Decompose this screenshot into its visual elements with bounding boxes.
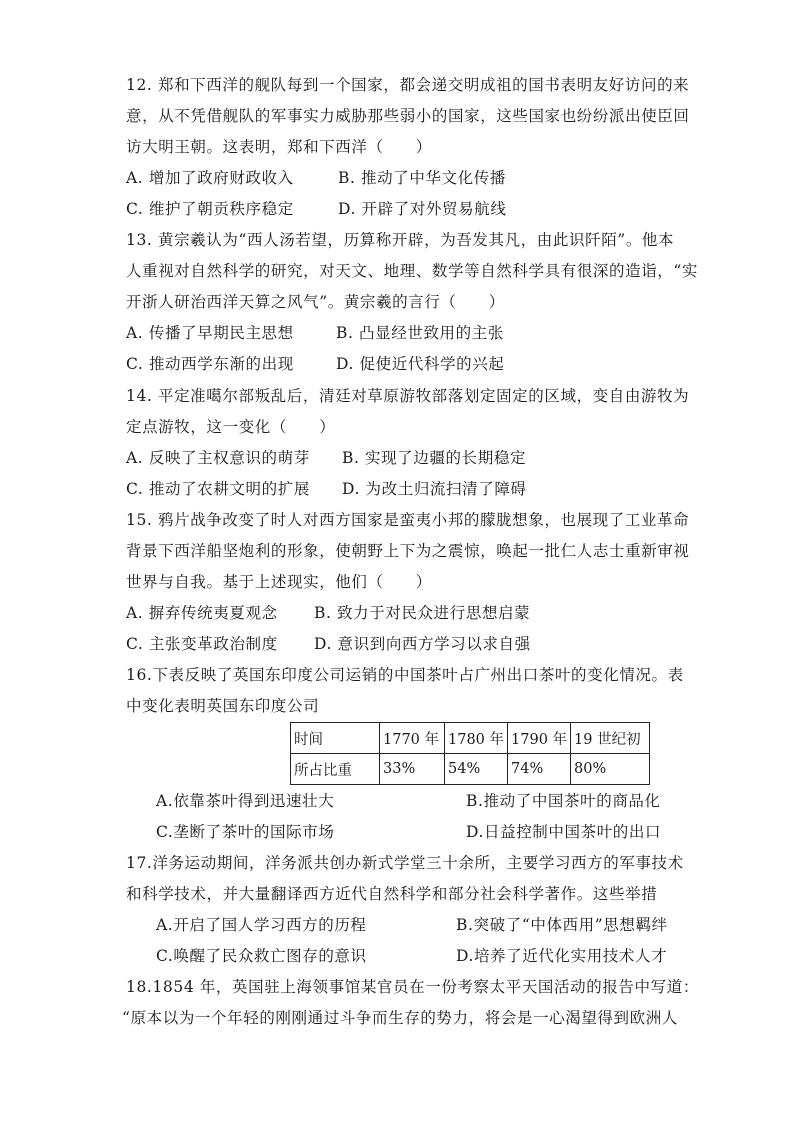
q17-option-c[interactable]: C.唤醒了民众救亡图存的意识 <box>156 947 367 965</box>
q12-stem-line-3: 访大明王朝。这表明，郑和下西洋（ ） <box>126 138 432 156</box>
table-cell: 1790 年 <box>508 723 571 754</box>
q17-stem-line-2: 和科学技术，并大量翻译西方近代自然科学和部分社会科学著作。这些举措 <box>126 885 658 903</box>
q15-option-d[interactable]: D. 意识到向西方学习以求自强 <box>314 635 531 653</box>
q15-stem-line-2: 背景下西洋船坚炮利的形象，使朝野上下为之震惊，唤起一批仁人志士重新审视 <box>126 542 690 560</box>
q14-option-b[interactable]: B. 实现了边疆的长期稳定 <box>342 449 527 467</box>
q13-option-b[interactable]: B. 凸显经世致用的主张 <box>336 324 504 342</box>
q16-option-b[interactable]: B.推动了中国茶叶的商品化 <box>466 792 661 810</box>
table-cell: 19 世纪初 <box>571 723 650 754</box>
q14-option-d[interactable]: D. 为改土归流扫清了障碍 <box>342 480 527 498</box>
q12-option-a[interactable]: A. 增加了政府财政收入 <box>126 169 294 187</box>
q12-stem-line-1: 12. 郑和下西洋的舰队每到一个国家，都会递交明成祖的国书表明友好访问的来 <box>126 76 690 94</box>
q12-option-c[interactable]: C. 维护了朝贡秩序稳定 <box>126 200 294 218</box>
table-cell: 时间 <box>291 723 380 754</box>
q13-option-d[interactable]: D. 促使近代科学的兴起 <box>336 355 505 373</box>
q12-option-d[interactable]: D. 开辟了对外贸易航线 <box>338 200 507 218</box>
q14-option-c[interactable]: C. 推动了农耕文明的扩展 <box>126 480 310 498</box>
q14-stem-line-2: 定点游牧，这一变化（ ） <box>126 418 336 436</box>
q14-option-a[interactable]: A. 反映了主权意识的萌芽 <box>126 449 310 467</box>
q16-stem-line-1: 16.下表反映了英国东印度公司运销的中国茶叶占广州出口茶叶的变化情况。表 <box>126 666 684 684</box>
q15-stem-line-1: 15. 鸦片战争改变了时人对西方国家是蛮夷小邦的朦胧想象，也展现了工业革命 <box>126 511 690 529</box>
table-cell: 1780 年 <box>445 723 508 754</box>
q17-option-b[interactable]: B.突破了“中体西用”思想羁绊 <box>456 916 668 934</box>
q15-option-c[interactable]: C. 主张变革政治制度 <box>126 635 278 653</box>
table-cell: 1770 年 <box>380 723 445 754</box>
q16-stem-line-2: 中变化表明英国东印度公司 <box>126 697 320 715</box>
q18-stem-line-1: 18.1854 年，英国驻上海领事馆某官员在一份考察太平天国活动的报告中写道： <box>126 978 699 996</box>
q13-stem-line-3: 开浙人研治西洋天算之风气”。黄宗羲的言行（ ） <box>126 293 505 311</box>
table-cell: 33% <box>380 754 445 785</box>
q17-option-a[interactable]: A.开启了国人学习西方的历程 <box>156 916 367 934</box>
table-cell: 所占比重 <box>291 754 380 785</box>
table-row <box>291 754 650 785</box>
q16-option-c[interactable]: C.垄断了茶叶的国际市场 <box>156 823 335 841</box>
q18-stem-line-2: “原本以为一个年轻的刚刚通过斗争而生存的势力，将会是一心渴望得到欧洲人 <box>122 1009 678 1027</box>
table-header-row <box>291 723 650 754</box>
q15-option-a[interactable]: A. 摒弃传统夷夏观念 <box>126 604 278 622</box>
q13-option-c[interactable]: C. 推动西学东渐的出现 <box>126 355 294 373</box>
q16-option-a[interactable]: A.依靠茶叶得到迅速壮大 <box>156 792 335 810</box>
q15-stem-line-3: 世界与自我。基于上述现实，他们（ ） <box>126 573 432 591</box>
q12-stem-line-2: 意，从不凭借舰队的军事实力威胁那些弱小的国家，这些国家也纷纷派出使臣回 <box>126 107 690 125</box>
q14-stem-line-1: 14. 平定准噶尔部叛乱后，清廷对草原游牧部落划定固定的区域，变自由游牧为 <box>126 387 690 405</box>
q12-option-b[interactable]: B. 推动了中华文化传播 <box>338 169 506 187</box>
q13-stem-line-2: 人重视对自然科学的研究，对天文、地理、数学等自然科学具有很深的造诣，“实 <box>126 262 699 280</box>
q17-option-d[interactable]: D.培养了近代化实用技术人才 <box>456 947 668 965</box>
table-cell: 80% <box>571 754 650 785</box>
q17-stem-line-1: 17.洋务运动期间，洋务派共创办新式学堂三十余所，主要学习西方的军事技术 <box>126 854 684 872</box>
q13-stem-line-1: 13. 黄宗羲认为“西人汤若望，历算称开辟，为吾发其凡，由此识阡陌”。他本 <box>126 231 675 249</box>
table-cell: 74% <box>508 754 571 785</box>
table-cell: 54% <box>445 754 508 785</box>
tea-share-table <box>290 722 650 785</box>
q15-option-b[interactable]: B. 致力于对民众进行思想启蒙 <box>314 604 531 622</box>
q13-option-a[interactable]: A. 传播了早期民主思想 <box>126 324 294 342</box>
q16-option-d[interactable]: D.日益控制中国茶叶的出口 <box>466 823 662 841</box>
